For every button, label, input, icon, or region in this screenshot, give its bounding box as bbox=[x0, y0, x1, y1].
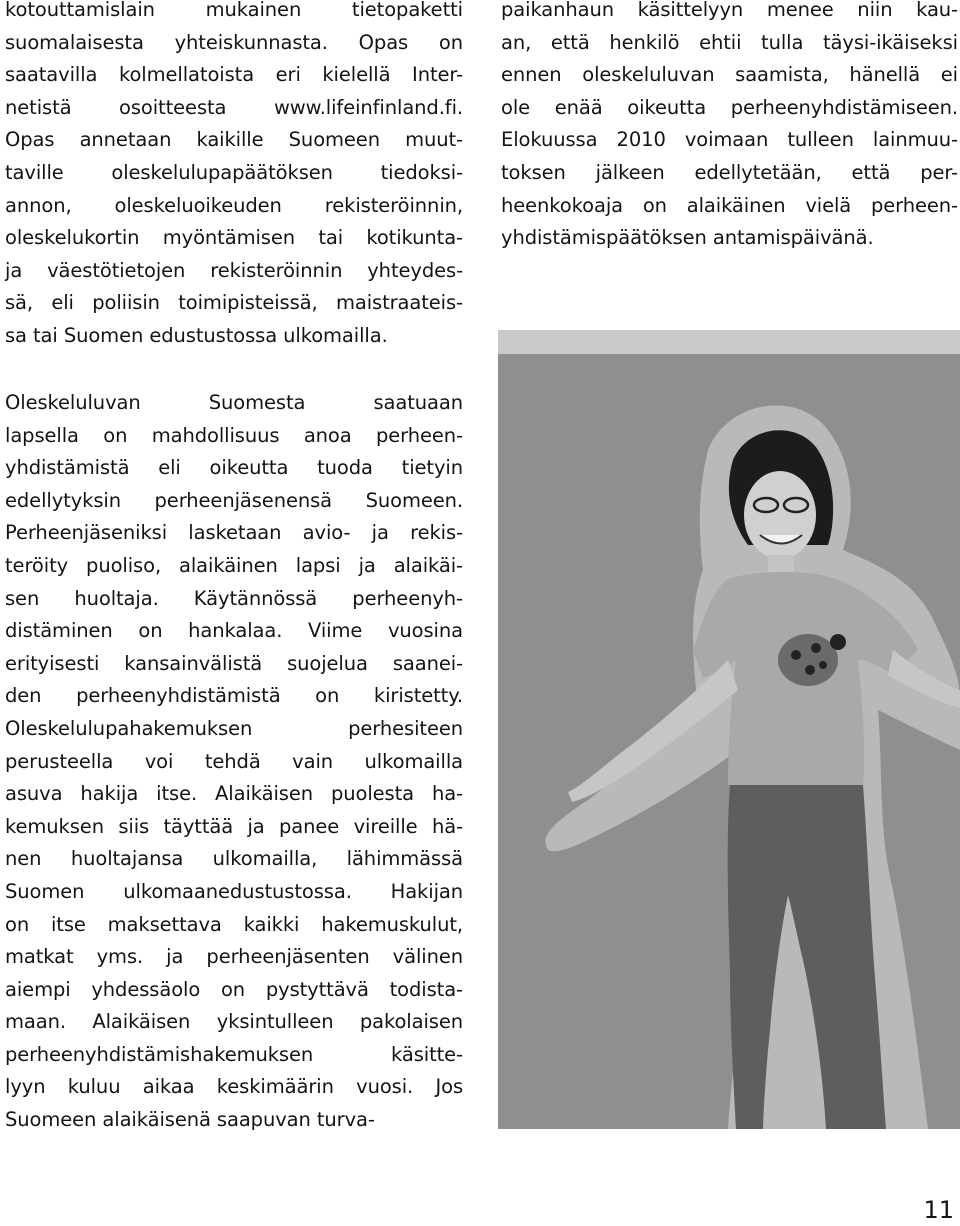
text-line: perheenyhdistämishakemuksen käsitte- bbox=[5, 1042, 463, 1066]
text-line: maan. Alaikäisen yksintulleen pakolaisen bbox=[5, 1010, 463, 1034]
page-number: 11 bbox=[923, 1196, 954, 1224]
text-line: matkat yms. ja perheenjäsenten välinen bbox=[5, 945, 463, 969]
photo-girl-with-ladybug-shirt bbox=[498, 330, 960, 1129]
text-line: distäminen on hankalaa. Viime vuosina bbox=[5, 619, 463, 643]
text-line: Elokuussa 2010 voimaan tulleen lainmuu- bbox=[501, 128, 958, 152]
text-line: Oleskeluluvan Suomesta saatuaan bbox=[5, 391, 463, 414]
text-line: Oleskelulupahakemuksen perhesiteen bbox=[5, 716, 463, 740]
photo-top-strip bbox=[498, 330, 960, 354]
photo-illustration bbox=[498, 330, 960, 1129]
text-line: netistä osoitteesta www.lifeinfinland.fi. bbox=[5, 95, 463, 119]
text-line: suomalaisesta yhteiskunnasta. Opas on bbox=[5, 30, 463, 54]
text-line: Perheenjäseniksi lasketaan avio- ja rekis- bbox=[5, 521, 463, 545]
text-line: sä, eli poliisin toimipisteissä, maistraateis- bbox=[5, 291, 463, 315]
text-line: Suomeen alaikäisenä saapuvan turva- bbox=[5, 1108, 375, 1132]
photo-face bbox=[744, 471, 816, 559]
text-line: toksen jälkeen edellytetään, että per- bbox=[501, 160, 958, 184]
text-line: lapsella on mahdollisuus anoa perheen- bbox=[5, 423, 463, 447]
text-line: den perheenyhdistämistä on kiristetty. bbox=[5, 684, 463, 708]
text-line: yhdistämispäätöksen antamispäivänä. bbox=[501, 226, 874, 250]
text-line: aiempi yhdessäolo on pystyttävä todista- bbox=[5, 977, 463, 1001]
left-column-bottom-text bbox=[5, 387, 463, 1137]
text-line: an, että henkilö ehtii tulla täysi-ikäiseksi bbox=[501, 30, 958, 54]
right-column-top-text bbox=[501, 0, 958, 255]
text-line: ennen oleskeluluvan saamista, hänellä ei bbox=[501, 63, 958, 87]
text-line: sa tai Suomen edustustossa ulkomailla. bbox=[5, 323, 388, 347]
text-line: yhdistämistä eli oikeutta tuoda tietyin bbox=[5, 456, 463, 480]
text-line: Opas annetaan kaikille Suomeen muut- bbox=[5, 128, 463, 152]
text-line: nen huoltajansa ulkomailla, lähimmässä bbox=[5, 847, 463, 871]
text-line: perusteella voi tehdä vain ulkomailla bbox=[5, 749, 463, 773]
text-line: annon, oleskeluoikeuden rekisteröinnin, bbox=[5, 193, 463, 217]
text-line: paikanhaun käsittelyyn menee niin kau- bbox=[501, 0, 958, 21]
text-line: teröity puoliso, alaikäinen lapsi ja alaikäi- bbox=[5, 553, 463, 577]
text-line: taville oleskelulupapäätöksen tiedoksi- bbox=[5, 160, 463, 184]
text-line: Suomen ulkomaanedustustossa. Hakijan bbox=[5, 879, 463, 903]
text-line: oleskelukortin myöntämisen tai kotikunta- bbox=[5, 226, 463, 250]
text-line: kemuksen siis täyttää ja panee vireille hä- bbox=[5, 814, 463, 838]
text-line: asuva hakija itse. Alaikäisen puolesta ha- bbox=[5, 782, 463, 806]
text-line: on itse maksettava kaikki hakemuskulut, bbox=[5, 912, 463, 936]
text-line: sen huoltaja. Käytännössä perheenyh- bbox=[5, 586, 463, 610]
text-line: heenkokoaja on alaikäinen vielä perheen- bbox=[501, 193, 958, 217]
text-line: lyyn kuluu aikaa keskimäärin vuosi. Jos bbox=[5, 1075, 463, 1099]
text-line: saatavilla kolmellatoista eri kielellä Inter- bbox=[5, 63, 463, 87]
text-line: ja väestötietojen rekisteröinnin yhteydes- bbox=[5, 258, 463, 282]
text-line: ole enää oikeutta perheenyhdistämiseen. bbox=[501, 95, 958, 119]
photo-ladybug-head bbox=[830, 634, 846, 650]
text-line: erityisesti kansainvälistä suojelua saanei- bbox=[5, 651, 463, 675]
text-line: kotouttamislain mukainen tietopaketti bbox=[5, 0, 463, 21]
left-column-top-text bbox=[5, 0, 463, 353]
text-line: edellytyksin perheenjäsenensä Suomeen. bbox=[5, 488, 463, 512]
photo-ladybug-body bbox=[778, 634, 838, 686]
